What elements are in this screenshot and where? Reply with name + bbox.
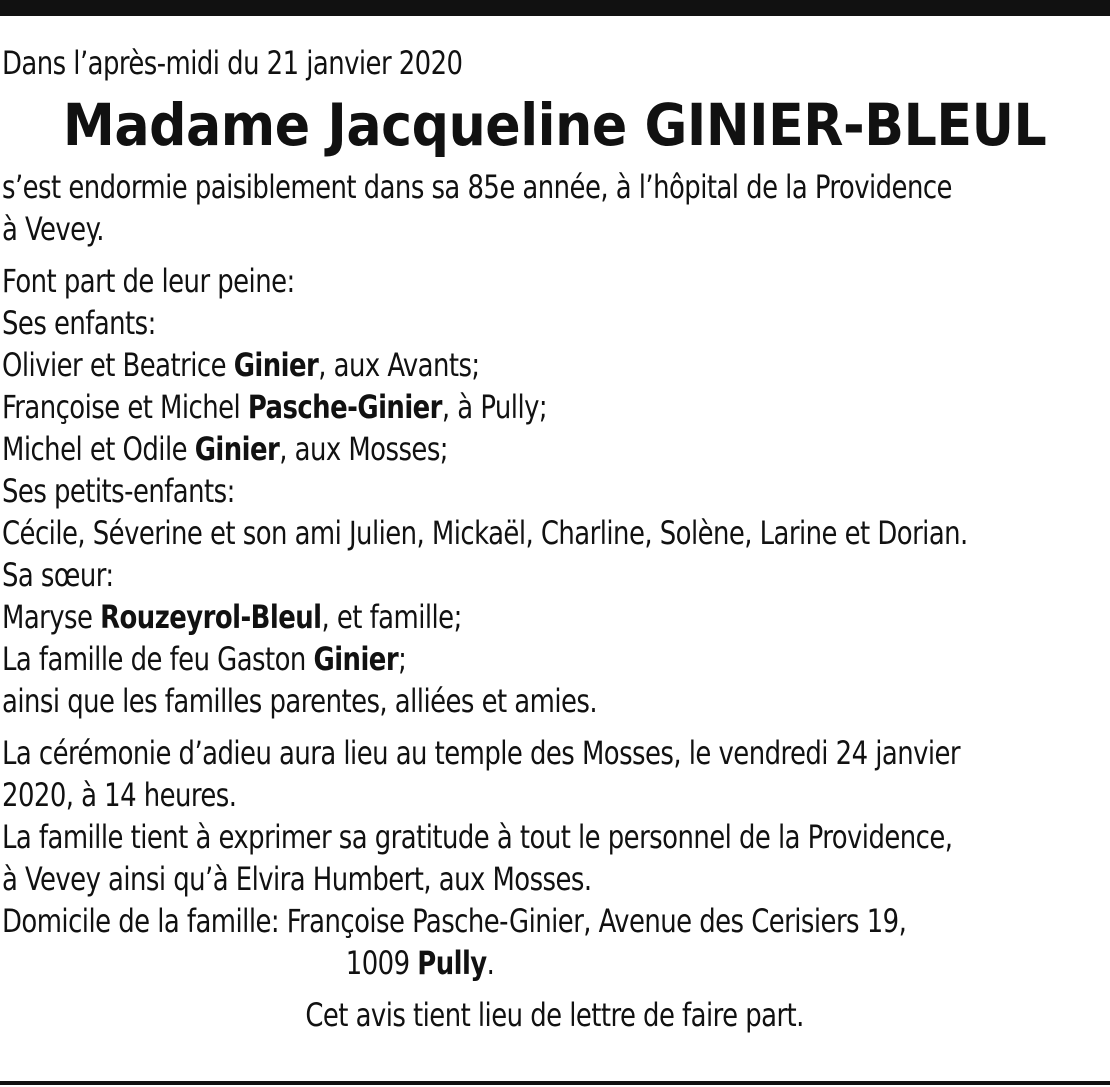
child-entry [2, 386, 1107, 428]
child-entry [2, 428, 1107, 470]
ceremony-line-2: 2020, à 14 heures. [2, 776, 237, 814]
child-entry [2, 344, 1107, 386]
domicile-line-2 [2, 942, 1107, 984]
grandchildren-heading: Ses petits-enfants: [2, 472, 235, 510]
grandchildren-list: Cécile, Séverine et son ami Julien, Mickaël, Charline, Solène, Larine et Dorian. [2, 514, 968, 552]
domicile-postcode: 1009 [345, 944, 418, 982]
child-surname: Ginier [233, 346, 319, 384]
domicile-city: Pully [417, 944, 487, 982]
late-family-entry [2, 638, 1107, 680]
deceased-name: Madame Jacqueline GINIER-BLEUL [62, 91, 1047, 159]
date-line: Dans l’après-midi du 21 janvier 2020 [2, 44, 463, 82]
bottom-rule [0, 1081, 1110, 1085]
family-lead: Font part de leur peine: [2, 262, 295, 300]
intro-line-1: s’est endormie paisiblement dans sa 85e année, à l’hôpital de la Providence [2, 168, 952, 206]
thanks-line-2: à Vevey ainsi qu’à Elvira Humbert, aux Mosses. [2, 860, 592, 898]
child-first-names: Olivier et Beatrice [2, 346, 234, 384]
children-heading: Ses enfants: [2, 304, 156, 342]
obituary-notice [2, 42, 1107, 1036]
late-family-surname: Ginier [313, 640, 399, 678]
child-surname: Ginier [194, 430, 280, 468]
sister-first-name: Maryse [2, 598, 101, 636]
sister-heading: Sa sœur: [2, 556, 114, 594]
footer-note: Cet avis tient lieu de lettre de faire part. [305, 996, 804, 1034]
top-rule [0, 0, 1110, 16]
child-surname: Pasche-Ginier [247, 388, 442, 426]
relatives-line: ainsi que les familles parentes, alliées et amies. [2, 682, 598, 720]
child-place: , aux Mosses; [279, 430, 448, 468]
sister-entry [2, 596, 1107, 638]
late-family-rest: ; [398, 640, 407, 678]
child-first-names: Michel et Odile [2, 430, 195, 468]
sister-rest: , et famille; [321, 598, 462, 636]
child-place: , aux Avants; [318, 346, 480, 384]
intro-line-2: à Vevey. [2, 210, 104, 248]
child-place: , à Pully; [441, 388, 548, 426]
domicile-line-1: Domicile de la famille: Françoise Pasche-Ginier, Avenue des Cerisiers 19, [2, 902, 907, 940]
sister-surname: Rouzeyrol-Bleul [100, 598, 322, 636]
child-first-names: Françoise et Michel [2, 388, 248, 426]
thanks-line-1: La famille tient à exprimer sa gratitude à tout le personnel de la Providence, [2, 818, 953, 856]
late-family-text: La famille de feu Gaston [2, 640, 314, 678]
domicile-end: . [486, 944, 495, 982]
ceremony-line-1: La cérémonie d’adieu aura lieu au temple des Mosses, le vendredi 24 janvier [2, 734, 961, 772]
